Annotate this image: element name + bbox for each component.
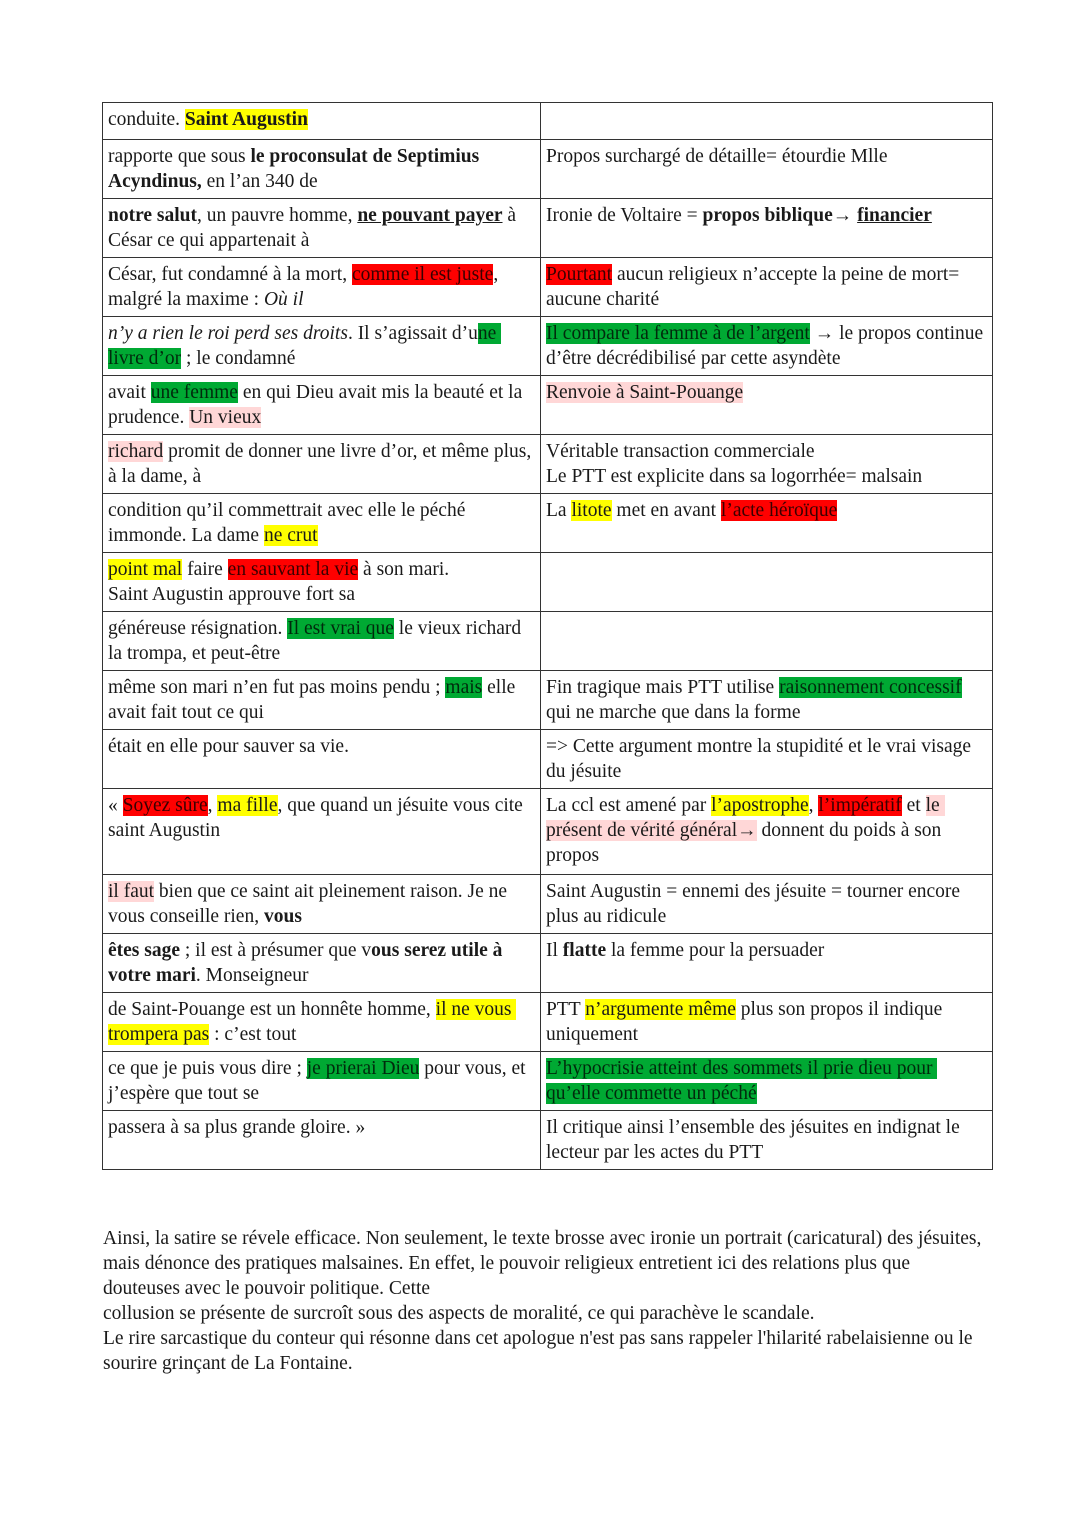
text-segment: ne pouvant payer [357, 205, 503, 226]
text-segment: aucun religieux n’accepte la peine de mort= aucune charité [546, 264, 965, 310]
text-segment: conduite. [108, 109, 185, 130]
highlighted-text: point mal [108, 559, 183, 580]
text-segment: rapporte que sous [108, 146, 251, 167]
analysis-cell [541, 612, 993, 671]
quote-cell [103, 612, 541, 671]
quote-cell [103, 494, 541, 553]
text-segment: Il [546, 940, 563, 961]
text-segment: . Monseigneur [195, 965, 309, 986]
table-row [103, 612, 993, 671]
text-segment: pour vous, et j’espère que tout se [108, 1058, 531, 1104]
highlighted-text: Pourtant [546, 264, 613, 285]
quote-cell [103, 875, 541, 934]
highlighted-text: une femme [150, 382, 238, 403]
quote-cell [103, 258, 541, 317]
text-segment: Saint Augustin = ennemi des jésuite = tourner encore plus au ridicule [546, 881, 965, 927]
text-segment: condition qu’il commettrait avec elle le péché immonde. La dame [108, 500, 471, 546]
highlighted-text: comme il est juste [351, 264, 494, 285]
text-segment: Ironie de Voltaire = [546, 205, 703, 226]
highlighted-text: Il est vrai que [287, 618, 394, 639]
analysis-cell [541, 1111, 993, 1170]
table-row [103, 258, 993, 317]
analysis-cell [541, 789, 993, 875]
table-row [103, 1111, 993, 1170]
quote-cell [103, 140, 541, 199]
table-row [103, 730, 993, 789]
highlighted-text: l’impératif [818, 795, 902, 816]
analysis-cell [541, 258, 993, 317]
text-segment: Propos surchargé de détaille= étourdie Mlle [546, 146, 888, 167]
quote-cell [103, 435, 541, 494]
analysis-cell [541, 875, 993, 934]
highlighted-text: le présent de vérité général→ [546, 795, 945, 841]
analysis-cell [541, 934, 993, 993]
text-segment: , [808, 795, 819, 816]
conclusion-paragraph-1: Ainsi, la satire se révele efficace. Non seulement, le texte brosse avec ironie un portrait (caricatural) des jésuites, mais dénonce des pratiques malsaines. En effet, le pouvoir religieux entretient ici des relations plus que douteuses avec le pouvoir politique. Cette [103, 1228, 982, 1299]
analysis-cell [541, 730, 993, 789]
quote-cell [103, 934, 541, 993]
conclusion-paragraph-3: Le rire sarcastique du conteur qui résonne dans cet apologue n'est pas sans rappeler l'hilarité rabelaisienne ou le sourire grinçant de La Fontaine. [103, 1328, 973, 1374]
analysis-cell [541, 376, 993, 435]
text-segment: à César ce qui appartenait à [108, 205, 521, 251]
text-segment: , un pauvre homme, [197, 205, 358, 226]
highlighted-text: n’argumente même [585, 999, 736, 1020]
text-segment: Il critique ainsi l’ensemble des jésuites en indignat le lecteur par les actes du PTT [546, 1117, 965, 1163]
text-segment: , malgré la maxime : [108, 264, 504, 310]
table-row [103, 671, 993, 730]
highlighted-text: il ne vous trompera pas [108, 999, 517, 1045]
text-segment: Où il [263, 289, 304, 310]
text-segment: , que quand un jésuite vous cite saint Augustin [108, 795, 528, 841]
table-row [103, 103, 993, 140]
text-segment: financier [857, 205, 932, 226]
text-segment: en qui Dieu avait mis la beauté et la prudence. [108, 382, 528, 428]
table-row [103, 435, 993, 494]
table-row [103, 789, 993, 875]
table-row [103, 317, 993, 376]
analysis-cell [541, 140, 993, 199]
analysis-cell [541, 199, 993, 258]
highlighted-text: richard [108, 441, 164, 462]
conclusion-section [103, 1226, 983, 1376]
table-row [103, 199, 993, 258]
table-row [103, 993, 993, 1052]
text-segment: êtes sage [108, 940, 181, 961]
highlighted-text: ma fille [217, 795, 278, 816]
quote-cell [103, 730, 541, 789]
text-segment: Véritable transaction commerciale Le PTT est explicite dans sa logorrhée= malsain [546, 441, 923, 487]
highlighted-text: l’acte héroïque [720, 500, 838, 521]
text-segment: qui ne marche que dans la forme [546, 677, 967, 723]
text-segment: César, fut condamné à la mort, [108, 264, 352, 285]
highlighted-text: Soyez sûre [122, 795, 208, 816]
text-segment: faire [182, 559, 228, 580]
text-segment: → le propos continue d’être décrédibilisé par cette asyndète [546, 323, 989, 369]
analysis-cell [541, 671, 993, 730]
highlighted-text: il faut [108, 881, 155, 902]
text-segment: ; il est à présumer que v [180, 940, 372, 961]
text-segment: même son mari n’en fut pas moins pendu ; [108, 677, 446, 698]
text-segment: PTT [546, 999, 586, 1020]
highlighted-text: Un vieux [189, 407, 262, 428]
table-row [103, 553, 993, 612]
analysis-table-body [103, 103, 993, 1170]
quote-cell [103, 199, 541, 258]
quote-cell [103, 103, 541, 140]
highlighted-text: ne crut [263, 525, 318, 546]
analysis-cell [541, 1052, 993, 1111]
text-segment: plus son propos il indique uniquement [546, 999, 948, 1045]
text-segment: généreuse résignation. [108, 618, 288, 639]
analysis-cell [541, 993, 993, 1052]
quote-cell [103, 789, 541, 875]
highlighted-text: en sauvant la vie [227, 559, 359, 580]
analysis-cell [541, 103, 993, 140]
text-segment: La ccl est amené par [546, 795, 712, 816]
text-segment: bien que ce saint ait pleinement raison. Je ne vous conseille rien, [108, 881, 512, 927]
analysis-cell [541, 553, 993, 612]
quote-cell [103, 671, 541, 730]
highlighted-text: je prierai Dieu [306, 1058, 420, 1079]
text-segment: ; le condamné [181, 348, 296, 369]
quote-cell [103, 317, 541, 376]
quote-cell [103, 1052, 541, 1111]
highlighted-text: ne livre d’or [108, 323, 502, 369]
quote-cell [103, 553, 541, 612]
text-segment: ous serez utile à votre mari [108, 940, 508, 986]
text-segment: donnent du poids à son propos [546, 820, 947, 866]
text-segment: la femme pour la persuader [606, 940, 825, 961]
text-segment: . Il s’agissait d’u [347, 323, 478, 344]
text-segment: propos biblique→ [702, 205, 858, 226]
text-segment: et [901, 795, 926, 816]
table-row [103, 875, 993, 934]
table-row [103, 140, 993, 199]
highlighted-text: mais [445, 677, 483, 698]
highlighted-text: L’hypocrisie atteint des sommets il prie dieu pour qu’elle commette un péché [546, 1058, 938, 1104]
text-segment: à son mari. Saint Augustin approuve fort sa [108, 559, 450, 605]
text-segment: avait [108, 382, 151, 403]
highlighted-text: Saint Augustin [184, 109, 308, 130]
text-segment: passera à sa plus grande gloire. » [108, 1117, 366, 1138]
quote-cell [103, 993, 541, 1052]
text-segment: notre salut [108, 205, 198, 226]
quote-cell [103, 376, 541, 435]
table-row [103, 376, 993, 435]
conclusion-paragraph-2: collusion se présente de surcroît sous des aspects de moralité, ce qui parachève le scandale. [103, 1303, 815, 1324]
text-segment: n’y a rien le roi perd ses droits [108, 323, 348, 344]
text-segment: flatte [562, 940, 607, 961]
text-segment: ce que je puis vous dire ; [108, 1058, 307, 1079]
text-segment: promit de donner une livre d’or, et même plus, à la dame, à [108, 441, 537, 487]
text-segment: de Saint-Pouange est un honnête homme, [108, 999, 436, 1020]
text-segment: Fin tragique mais PTT utilise [546, 677, 780, 698]
text-segment: elle avait fait tout ce qui [108, 677, 521, 723]
table-row [103, 1052, 993, 1111]
table-row [103, 494, 993, 553]
highlighted-text: l’apostrophe [711, 795, 809, 816]
text-segment: le vieux richard la trompa, et peut-être [108, 618, 527, 664]
analysis-cell [541, 435, 993, 494]
highlighted-text: Renvoie à Saint-Pouange [546, 382, 744, 403]
text-segment: : c’est tout [209, 1024, 297, 1045]
text-segment: était en elle pour sauver sa vie. [108, 736, 349, 757]
analysis-cell [541, 494, 993, 553]
text-segment: vous [263, 906, 302, 927]
text-segment: en l’an 340 de [201, 171, 318, 192]
text-segment: La [546, 500, 572, 521]
analysis-cell [541, 317, 993, 376]
highlighted-text: litote [571, 500, 612, 521]
table-row [103, 934, 993, 993]
analysis-table [102, 102, 993, 1170]
quote-cell [103, 1111, 541, 1170]
text-segment: « [108, 795, 123, 816]
highlighted-text: raisonnement concessif [779, 677, 962, 698]
text-segment: , [207, 795, 218, 816]
highlighted-text: Il compare la femme à de l’argent [546, 323, 810, 344]
text-segment: => Cette argument montre la stupidité et le vrai visage du jésuite [546, 736, 976, 782]
text-segment: le proconsulat de Septimius Acyndinus, [108, 146, 484, 192]
text-segment: met en avant [611, 500, 721, 521]
